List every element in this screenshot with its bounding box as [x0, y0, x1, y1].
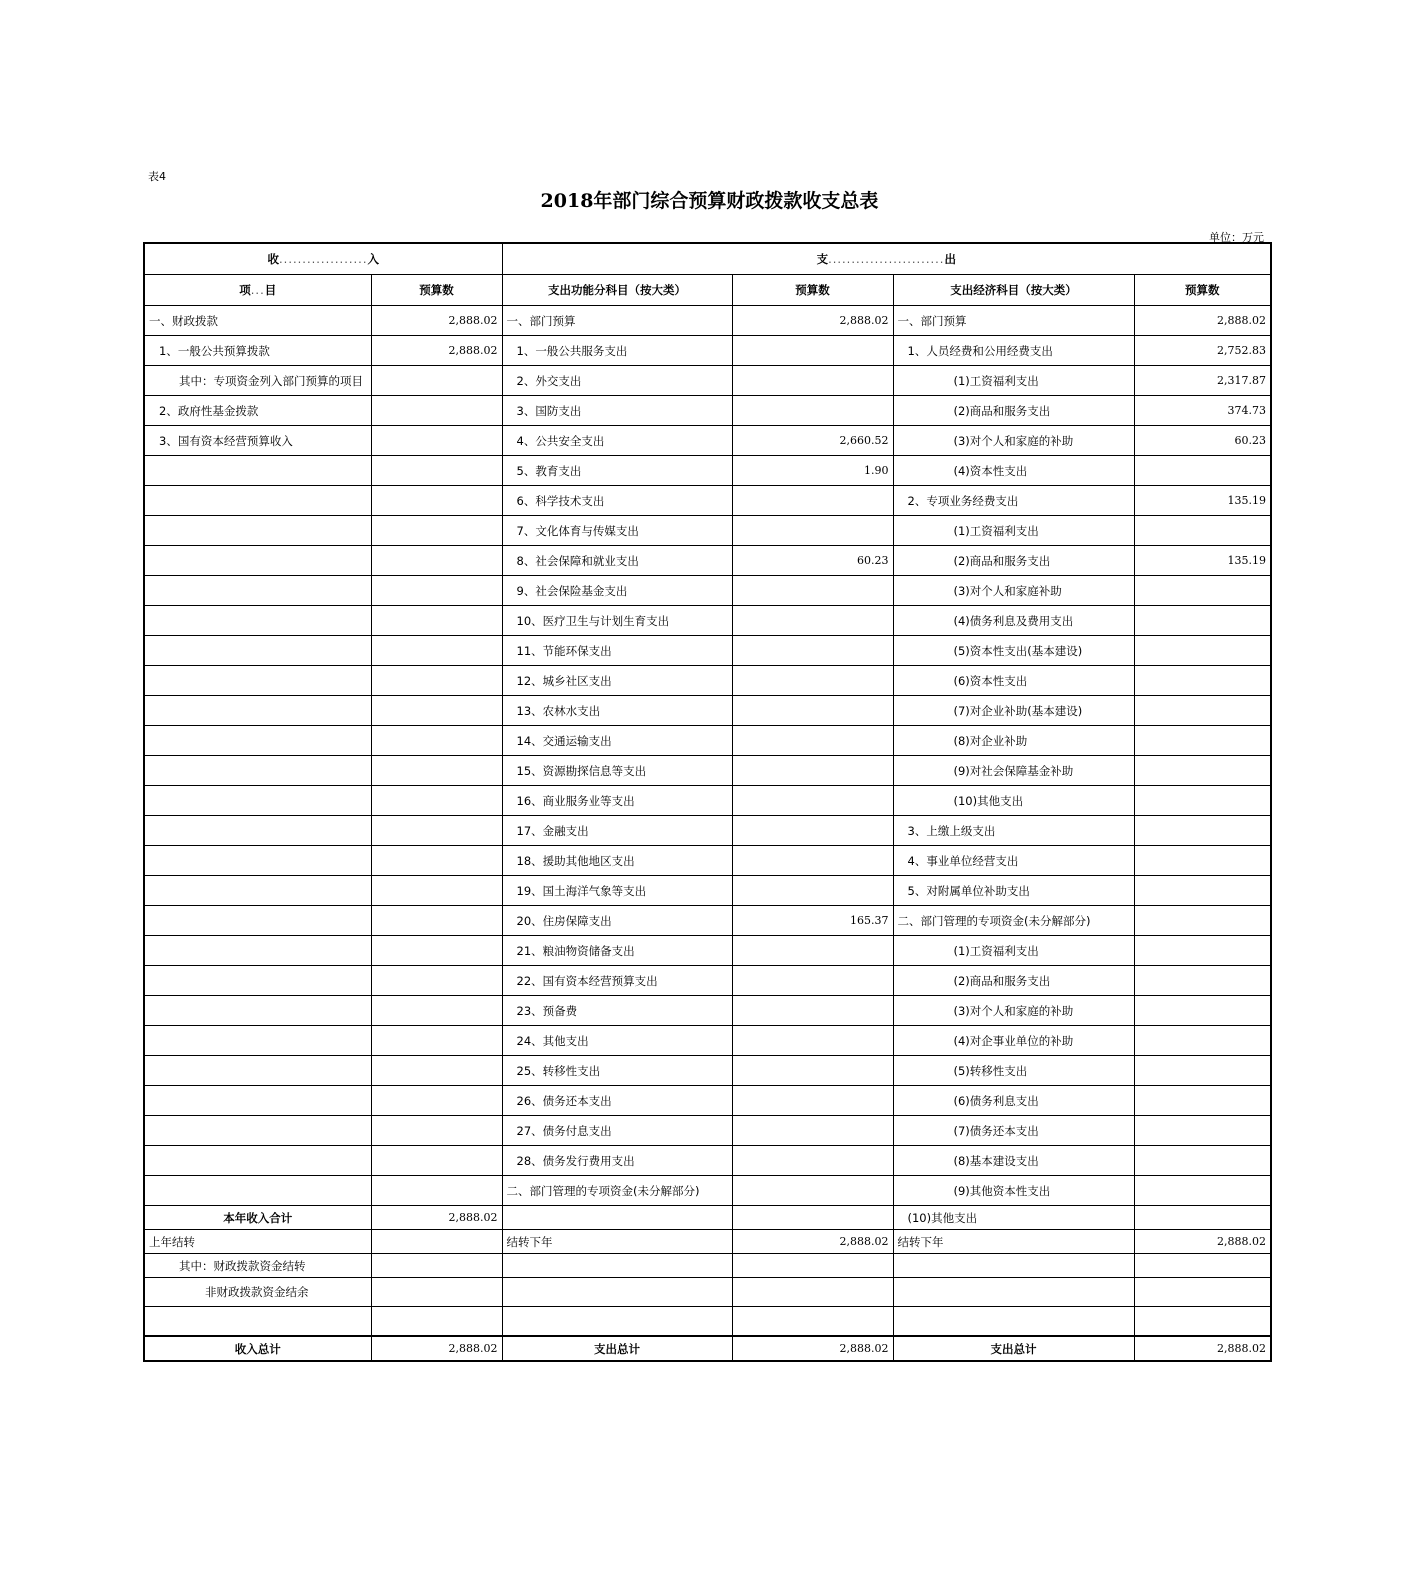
- econ-item: (6)债务利息支出: [893, 1086, 1134, 1116]
- econ-item: (4)资本性支出: [893, 456, 1134, 486]
- expense-section-header: 支.........................出: [502, 243, 1271, 275]
- income-item: 其中：专项资金列入部门预算的项目: [144, 366, 371, 396]
- income-budget: [371, 576, 502, 606]
- table-row: [144, 1336, 1271, 1361]
- econ-budget: [1134, 1206, 1271, 1230]
- econ-budget: [1134, 1278, 1271, 1307]
- func-item: 6、科学技术支出: [502, 486, 732, 516]
- income-item: [144, 636, 371, 666]
- econ-item: 一、部门预算: [893, 306, 1134, 336]
- func-budget: [732, 516, 893, 546]
- unit-label: 单位：万元: [1209, 231, 1264, 244]
- econ-item: 2、专项业务经费支出: [893, 486, 1134, 516]
- income-item: [144, 876, 371, 906]
- table-row: [144, 606, 1271, 636]
- func-item: 17、金融支出: [502, 816, 732, 846]
- income-budget: [371, 936, 502, 966]
- income-item: [144, 1176, 371, 1206]
- econ-budget: [1134, 906, 1271, 936]
- func-item: 15、资源勘探信息等支出: [502, 756, 732, 786]
- econ-item: (8)对企业补助: [893, 726, 1134, 756]
- func-item: 一、部门预算: [502, 306, 732, 336]
- table-row: [144, 726, 1271, 756]
- func-budget: [732, 996, 893, 1026]
- income-section-header: 收...................入: [144, 243, 502, 275]
- func-item: 28、债务发行费用支出: [502, 1146, 732, 1176]
- func-budget: [732, 1254, 893, 1278]
- econ-item: (3)对个人和家庭补助: [893, 576, 1134, 606]
- income-item: [144, 666, 371, 696]
- func-item: [502, 1307, 732, 1337]
- func-item: 1、一般公共服务支出: [502, 336, 732, 366]
- func-budget: 165.37: [732, 906, 893, 936]
- econ-budget: [1134, 636, 1271, 666]
- table-row: [144, 816, 1271, 846]
- income-item: [144, 1086, 371, 1116]
- table-row: [144, 456, 1271, 486]
- func-item: 19、国土海洋气象等支出: [502, 876, 732, 906]
- func-budget: 1.90: [732, 456, 893, 486]
- func-budget: [732, 666, 893, 696]
- func-item: 27、债务付息支出: [502, 1116, 732, 1146]
- income-item: [144, 1146, 371, 1176]
- table-row: [144, 1116, 1271, 1146]
- income-budget: [371, 1176, 502, 1206]
- econ-budget: 2,752.83: [1134, 336, 1271, 366]
- econ-item: (9)其他资本性支出: [893, 1176, 1134, 1206]
- econ-budget: 135.19: [1134, 486, 1271, 516]
- carry-econ-label: 结转下年: [893, 1230, 1134, 1254]
- func-budget: 2,888.02: [732, 306, 893, 336]
- econ-budget: 374.73: [1134, 396, 1271, 426]
- income-item: [144, 1056, 371, 1086]
- econ-budget: [1134, 456, 1271, 486]
- econ-budget: [1134, 876, 1271, 906]
- table-row: [144, 1307, 1271, 1337]
- func-item: 25、转移性支出: [502, 1056, 732, 1086]
- func-budget: [732, 576, 893, 606]
- table-row: [144, 576, 1271, 606]
- table-row: [144, 696, 1271, 726]
- func-budget: [732, 786, 893, 816]
- econ-budget: [1134, 1056, 1271, 1086]
- func-budget: [732, 756, 893, 786]
- econ-item: (3)对个人和家庭的补助: [893, 426, 1134, 456]
- func-item: 24、其他支出: [502, 1026, 732, 1056]
- func-budget: 60.23: [732, 546, 893, 576]
- func-budget: [732, 1176, 893, 1206]
- econ-item: (7)债务还本支出: [893, 1116, 1134, 1146]
- table-row: [144, 516, 1271, 546]
- func-budget: [732, 1056, 893, 1086]
- func-item: 14、交通运输支出: [502, 726, 732, 756]
- income-item: [144, 846, 371, 876]
- table-row: [144, 846, 1271, 876]
- func-budget: [732, 1278, 893, 1307]
- econ-item: (1)工资福利支出: [893, 366, 1134, 396]
- income-item: [144, 816, 371, 846]
- econ-budget: [1134, 1116, 1271, 1146]
- income-budget: [371, 876, 502, 906]
- func-budget: [732, 336, 893, 366]
- carry-income-label: 上年结转: [144, 1230, 371, 1254]
- func-item: 22、国有资本经营预算支出: [502, 966, 732, 996]
- income-budget: [371, 486, 502, 516]
- income-item: 2、政府性基金拨款: [144, 396, 371, 426]
- table-row: [144, 936, 1271, 966]
- table-row: [144, 1146, 1271, 1176]
- income-budget: 2,888.02: [371, 306, 502, 336]
- table-row: [144, 306, 1271, 336]
- econ-budget: [1134, 786, 1271, 816]
- income-budget: [371, 816, 502, 846]
- table-row: [144, 786, 1271, 816]
- econ-item: (5)资本性支出(基本建设): [893, 636, 1134, 666]
- col-header-func: 支出功能分科目（按大类）: [502, 275, 732, 306]
- income-item: [144, 786, 371, 816]
- table-row: [144, 636, 1271, 666]
- col-header-item: 项...目: [144, 275, 371, 306]
- func-budget: [732, 486, 893, 516]
- econ-budget: [1134, 1307, 1271, 1337]
- econ-item: (4)对企事业单位的补助: [893, 1026, 1134, 1056]
- income-item: 1、一般公共预算拨款: [144, 336, 371, 366]
- econ-budget: [1134, 846, 1271, 876]
- table-row: [144, 1254, 1271, 1278]
- table-row: [144, 876, 1271, 906]
- table-row: [144, 1056, 1271, 1086]
- econ-item: (4)债务利息及费用支出: [893, 606, 1134, 636]
- income-item: [144, 906, 371, 936]
- func-budget: [732, 696, 893, 726]
- econ-budget: [1134, 756, 1271, 786]
- econ-item: (2)商品和服务支出: [893, 966, 1134, 996]
- income-item: [144, 996, 371, 1026]
- income-item: [144, 486, 371, 516]
- income-budget: [371, 846, 502, 876]
- func-item: 5、教育支出: [502, 456, 732, 486]
- table-row: [144, 396, 1271, 426]
- econ-budget: 2,317.87: [1134, 366, 1271, 396]
- income-budget: [371, 996, 502, 1026]
- carry-income-value: [371, 1230, 502, 1254]
- carry-func-label: 结转下年: [502, 1230, 732, 1254]
- func-budget: [732, 966, 893, 996]
- table-row: [144, 546, 1271, 576]
- econ-item: (5)转移性支出: [893, 1056, 1134, 1086]
- table-row: [144, 1176, 1271, 1206]
- econ-budget: 60.23: [1134, 426, 1271, 456]
- func-budget: [732, 1086, 893, 1116]
- income-budget: [371, 606, 502, 636]
- subtotal-label: 本年收入合计: [144, 1206, 371, 1230]
- income-item: [144, 546, 371, 576]
- func-item: 3、国防支出: [502, 396, 732, 426]
- func-item: 12、城乡社区支出: [502, 666, 732, 696]
- total-econ-value: 2,888.02: [1134, 1336, 1271, 1361]
- carry-sub1-value: [371, 1254, 502, 1278]
- table-row: [144, 666, 1271, 696]
- func-item: 9、社会保险基金支出: [502, 576, 732, 606]
- econ-budget: [1134, 936, 1271, 966]
- carry-sub1-label: 其中：财政拨款资金结转: [144, 1254, 371, 1278]
- func-budget: [732, 1206, 893, 1230]
- total-func-label: 支出总计: [502, 1336, 732, 1361]
- econ-item: [893, 1278, 1134, 1307]
- income-budget: [371, 516, 502, 546]
- econ-budget: [1134, 726, 1271, 756]
- income-budget: [371, 756, 502, 786]
- table-row: [144, 336, 1271, 366]
- table-row: [144, 426, 1271, 456]
- carry-econ-value: 2,888.02: [1134, 1230, 1271, 1254]
- func-item: 10、医疗卫生与计划生育支出: [502, 606, 732, 636]
- income-item: [144, 1026, 371, 1056]
- income-budget: [371, 396, 502, 426]
- func-budget: [732, 846, 893, 876]
- col-header-econ: 支出经济科目（按大类）: [893, 275, 1134, 306]
- econ-item: 二、部门管理的专项资金(未分解部分): [893, 906, 1134, 936]
- income-item: [144, 456, 371, 486]
- func-item: 8、社会保障和就业支出: [502, 546, 732, 576]
- econ-budget: 2,888.02: [1134, 306, 1271, 336]
- table-row: [144, 1206, 1271, 1230]
- econ-budget: [1134, 516, 1271, 546]
- econ-budget: [1134, 666, 1271, 696]
- income-budget: [371, 786, 502, 816]
- income-item: [144, 1116, 371, 1146]
- func-item: 2、外交支出: [502, 366, 732, 396]
- func-item: 16、商业服务业等支出: [502, 786, 732, 816]
- econ-budget: [1134, 606, 1271, 636]
- income-item: [144, 936, 371, 966]
- econ-budget: [1134, 816, 1271, 846]
- carry-func-value: 2,888.02: [732, 1230, 893, 1254]
- func-item: [502, 1206, 732, 1230]
- econ-budget: [1134, 1176, 1271, 1206]
- income-item: [144, 606, 371, 636]
- subtotal-value: 2,888.02: [371, 1206, 502, 1230]
- econ-item: (8)基本建设支出: [893, 1146, 1134, 1176]
- table-row: [144, 1230, 1271, 1254]
- income-budget: [371, 426, 502, 456]
- func-budget: [732, 816, 893, 846]
- income-budget: [371, 1307, 502, 1337]
- income-budget: [371, 1086, 502, 1116]
- func-budget: [732, 606, 893, 636]
- table-row: [144, 966, 1271, 996]
- table-row: [144, 1278, 1271, 1307]
- func-item: 4、公共安全支出: [502, 426, 732, 456]
- func-item: 11、节能环保支出: [502, 636, 732, 666]
- table-row: [144, 366, 1271, 396]
- econ-item: (10)其他支出: [893, 1206, 1134, 1230]
- table-row: [144, 996, 1271, 1026]
- total-econ-label: 支出总计: [893, 1336, 1134, 1361]
- econ-item: [893, 1307, 1134, 1337]
- func-budget: [732, 396, 893, 426]
- budget-table: [143, 242, 1272, 1362]
- carry-sub2-value: [371, 1278, 502, 1307]
- income-budget: [371, 546, 502, 576]
- table-row: [144, 1086, 1271, 1116]
- func-item: 二、部门管理的专项资金(未分解部分): [502, 1176, 732, 1206]
- func-item: 21、粮油物资储备支出: [502, 936, 732, 966]
- econ-item: (1)工资福利支出: [893, 516, 1134, 546]
- func-item: 13、农林水支出: [502, 696, 732, 726]
- col-header-budget3: 预算数: [1134, 275, 1271, 306]
- income-item: 一、财政拨款: [144, 306, 371, 336]
- income-item: [144, 756, 371, 786]
- econ-item: [893, 1254, 1134, 1278]
- income-budget: [371, 696, 502, 726]
- econ-budget: [1134, 1146, 1271, 1176]
- income-item: [144, 696, 371, 726]
- income-item: [144, 576, 371, 606]
- func-budget: [732, 1026, 893, 1056]
- func-item: 18、援助其他地区支出: [502, 846, 732, 876]
- total-func-value: 2,888.02: [732, 1336, 893, 1361]
- income-budget: 2,888.02: [371, 336, 502, 366]
- income-item: [144, 1307, 371, 1337]
- income-item: 3、国有资本经营预算收入: [144, 426, 371, 456]
- econ-budget: [1134, 966, 1271, 996]
- col-header-budget1: 预算数: [371, 275, 502, 306]
- econ-budget: [1134, 696, 1271, 726]
- col-header-budget2: 预算数: [732, 275, 893, 306]
- func-budget: 2,660.52: [732, 426, 893, 456]
- func-item: [502, 1278, 732, 1307]
- econ-item: (6)资本性支出: [893, 666, 1134, 696]
- func-item: 7、文化体育与传媒支出: [502, 516, 732, 546]
- econ-item: (7)对企业补助(基本建设): [893, 696, 1134, 726]
- econ-item: 3、上缴上级支出: [893, 816, 1134, 846]
- func-item: 20、住房保障支出: [502, 906, 732, 936]
- econ-item: (1)工资福利支出: [893, 936, 1134, 966]
- income-item: [144, 516, 371, 546]
- column-header-row: [144, 275, 1271, 306]
- income-budget: [371, 966, 502, 996]
- func-budget: [732, 366, 893, 396]
- func-budget: [732, 936, 893, 966]
- table-number: 表4: [148, 170, 166, 183]
- income-budget: [371, 906, 502, 936]
- income-budget: [371, 1116, 502, 1146]
- func-budget: [732, 636, 893, 666]
- func-budget: [732, 1116, 893, 1146]
- econ-item: (2)商品和服务支出: [893, 396, 1134, 426]
- table-row: [144, 486, 1271, 516]
- econ-item: (9)对社会保障基金补助: [893, 756, 1134, 786]
- econ-budget: [1134, 576, 1271, 606]
- func-budget: [732, 876, 893, 906]
- income-item: [144, 966, 371, 996]
- func-item: [502, 1254, 732, 1278]
- total-income-label: 收入总计: [144, 1336, 371, 1361]
- income-budget: [371, 666, 502, 696]
- income-budget: [371, 726, 502, 756]
- econ-budget: [1134, 996, 1271, 1026]
- func-item: 26、债务还本支出: [502, 1086, 732, 1116]
- total-income-value: 2,888.02: [371, 1336, 502, 1361]
- income-budget: [371, 366, 502, 396]
- econ-item: 4、事业单位经营支出: [893, 846, 1134, 876]
- income-budget: [371, 1056, 502, 1086]
- page-title: 2018年部门综合预算财政拨款收支总表: [540, 190, 879, 212]
- econ-item: (10)其他支出: [893, 786, 1134, 816]
- econ-item: 5、对附属单位补助支出: [893, 876, 1134, 906]
- income-budget: [371, 456, 502, 486]
- income-item: [144, 726, 371, 756]
- econ-budget: [1134, 1026, 1271, 1056]
- func-budget: [732, 726, 893, 756]
- econ-item: (2)商品和服务支出: [893, 546, 1134, 576]
- income-budget: [371, 636, 502, 666]
- func-budget: [732, 1307, 893, 1337]
- func-item: 23、预备费: [502, 996, 732, 1026]
- table-row: [144, 756, 1271, 786]
- econ-budget: [1134, 1254, 1271, 1278]
- econ-budget: [1134, 1086, 1271, 1116]
- income-budget: [371, 1026, 502, 1056]
- table-row: [144, 1026, 1271, 1056]
- econ-budget: 135.19: [1134, 546, 1271, 576]
- func-budget: [732, 1146, 893, 1176]
- section-header-row: [144, 243, 1271, 275]
- carry-sub2-label: 非财政拨款资金结余: [144, 1278, 371, 1307]
- econ-item: 1、人员经费和公用经费支出: [893, 336, 1134, 366]
- income-budget: [371, 1146, 502, 1176]
- econ-item: (3)对个人和家庭的补助: [893, 996, 1134, 1026]
- table-row: [144, 906, 1271, 936]
